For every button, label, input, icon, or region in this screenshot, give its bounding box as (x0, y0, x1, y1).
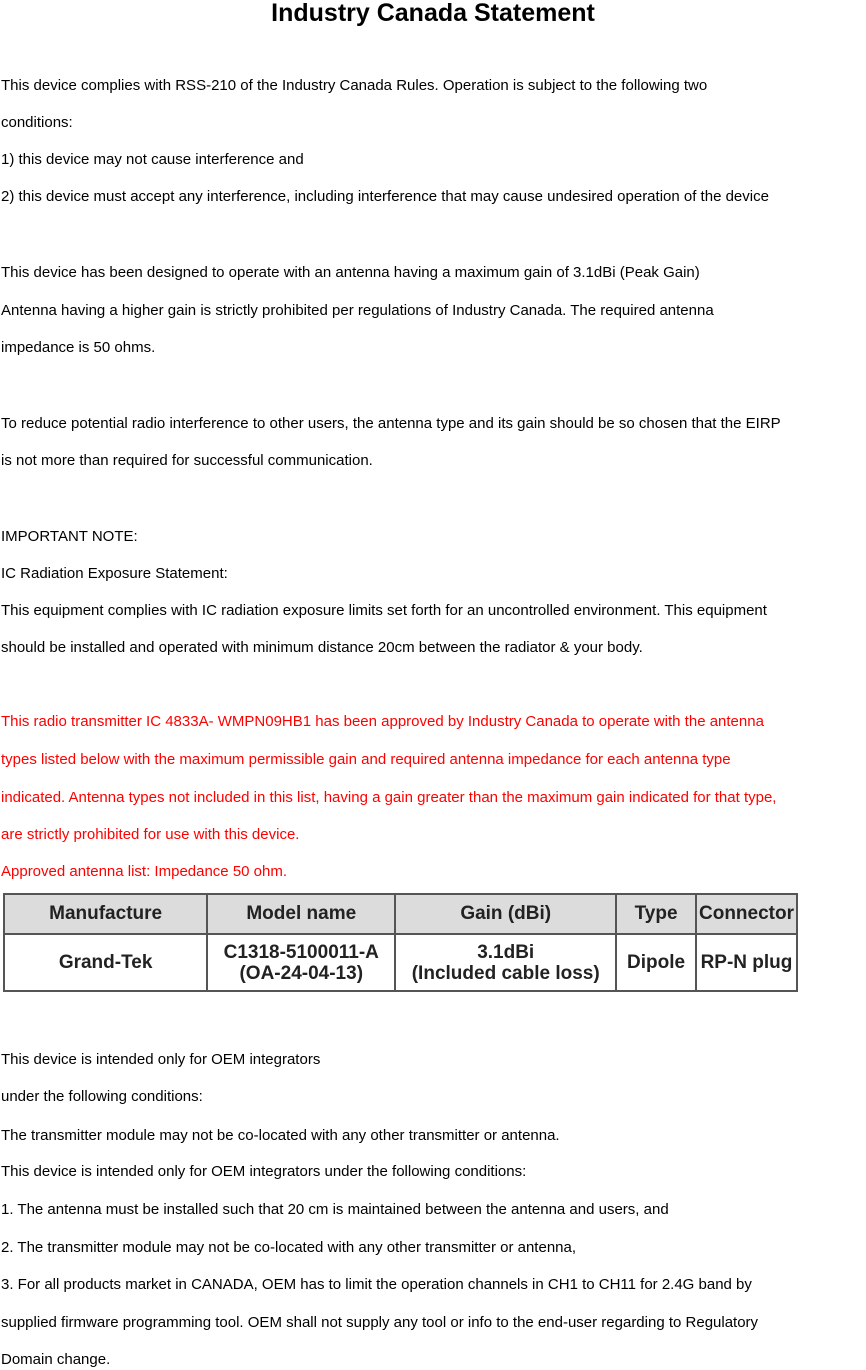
header-gain: Gain (dBi) (395, 894, 616, 934)
page-title: Industry Canada Statement (271, 0, 595, 27)
oem-condition-2: 2. The transmitter module may not be co-located with any other transmitter or antenna, (1, 1239, 577, 1256)
condition-2: 2) this device must accept any interference, including interference that may cause undesired operation of the device (1, 188, 769, 205)
model-name-primary: C1318-5100011-A (223, 941, 379, 963)
paragraph-line: should be installed and operated with minimum distance 20cm between the radiator & your body. (1, 639, 643, 656)
model-name-secondary: (OA-24-04-13) (239, 962, 364, 984)
cell-type: Dipole (616, 934, 696, 991)
paragraph-line: conditions: (1, 114, 73, 131)
approval-line: This radio transmitter IC 4833A- WMPN09HB1 has been approved by Industry Canada to operate with the antenna (1, 713, 764, 730)
paragraph-line: This device complies with RSS-210 of the Industry Canada Rules. Operation is subject to the following two (1, 77, 708, 94)
radiation-statement-heading: IC Radiation Exposure Statement: (1, 565, 228, 582)
paragraph-line: The transmitter module may not be co-located with any other transmitter or antenna. (1, 1127, 560, 1144)
header-connector: Connector (696, 894, 797, 934)
antenna-table (3, 893, 798, 992)
header-manufacture: Manufacture (4, 894, 207, 934)
table-header-row (4, 894, 797, 934)
table-row (4, 934, 797, 991)
paragraph-line: supplied firmware programming tool. OEM shall not supply any tool or info to the end-user regarding to Regulatory (1, 1314, 759, 1331)
paragraph-line: This device is intended only for OEM integrators under the following conditions: (1, 1163, 527, 1180)
paragraph-line: is not more than required for successful communication. (1, 452, 373, 469)
cell-model-name (207, 934, 395, 991)
approval-line: indicated. Antenna types not included in this list, having a gain greater than the maximum gain indicated for that type, (1, 789, 777, 806)
paragraph-line: impedance is 50 ohms. (1, 339, 156, 356)
approval-line: types listed below with the maximum permissible gain and required antenna impedance for each antenna type (1, 751, 731, 768)
header-model-name: Model name (207, 894, 395, 934)
condition-1: 1) this device may not cause interference and (1, 151, 304, 168)
gain-note: (Included cable loss) (411, 962, 600, 984)
paragraph-line: Antenna having a higher gain is strictly prohibited per regulations of Industry Canada. The required antenna (1, 302, 714, 319)
cell-manufacture: Grand-Tek (4, 934, 207, 991)
cell-gain (395, 934, 616, 991)
paragraph-line: This device is intended only for OEM integrators (1, 1051, 321, 1068)
paragraph-line: This equipment complies with IC radiation exposure limits set forth for an uncontrolled environment. This equipment (1, 602, 767, 619)
paragraph-line: under the following conditions: (1, 1088, 203, 1105)
header-type: Type (616, 894, 696, 934)
paragraph-line: Domain change. (1, 1351, 111, 1368)
gain-value: 3.1dBi (477, 941, 535, 963)
important-note-heading: IMPORTANT NOTE: (1, 528, 138, 545)
oem-condition-1: 1. The antenna must be installed such that 20 cm is maintained between the antenna and users, and (1, 1201, 669, 1218)
paragraph-line: To reduce potential radio interference to other users, the antenna type and its gain should be so chosen that the EIRP (1, 415, 781, 432)
approval-line: are strictly prohibited for use with this device. (1, 826, 300, 843)
paragraph-line: This device has been designed to operate with an antenna having a maximum gain of 3.1dBi (Peak Gain) (1, 264, 700, 281)
approved-antenna-list-label: Approved antenna list: Impedance 50 ohm. (1, 863, 288, 880)
cell-connector: RP-N plug (696, 934, 797, 991)
oem-condition-3: 3. For all products market in CANADA, OEM has to limit the operation channels in CH1 to CH11 for 2.4G band by (1, 1276, 752, 1293)
